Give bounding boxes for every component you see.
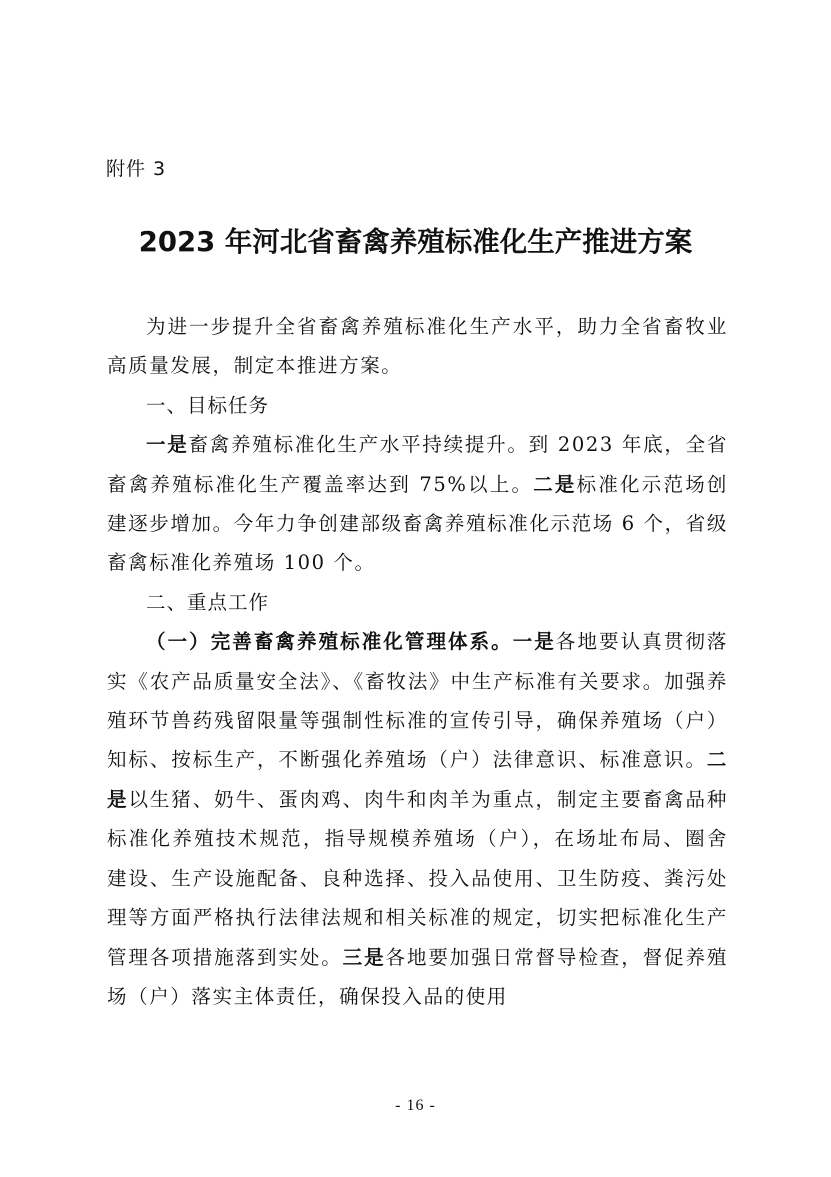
document-title: 2023 年河北省畜禽养殖标准化生产推进方案 — [138, 226, 693, 258]
intro-paragraph: 为进一步提升全省畜禽养殖标准化生产水平，助力全省畜牧业高质量发展，制定本推进方案。 — [107, 315, 728, 378]
goals-text-1: 畜禽养殖标准化生产水平持续提升。到 2023 年底，全省畜禽养殖标准化生产覆盖率达到 75%以上。 — [107, 433, 729, 496]
section-heading-goals: 一、目标任务 — [146, 393, 270, 417]
key-work-lead-2: 二是 — [107, 748, 728, 811]
key-work-lead-1: 一是 — [512, 630, 556, 654]
document-body — [107, 307, 728, 1016]
goals-lead-2: 二是 — [533, 472, 577, 496]
goals-lead-1: 一是 — [146, 433, 189, 457]
key-work-paragraph — [107, 622, 728, 1016]
key-work-subheading: （一）完善畜禽养殖标准化管理体系。 — [146, 630, 513, 654]
section-heading-key-work: 二、重点工作 — [146, 590, 270, 614]
key-work-text-1: 各地要认真贯彻落实《农产品质量安全法》、《畜牧法》中生产标准有关要求。加强养殖环节兽药残留限量等强制性标准的宣传引导，确保养殖场（户）知标、按标生产，不断强化养殖场（户）法律意识、标准意识。 — [107, 630, 728, 772]
key-work-text-3: 各地要加强日常督导检查，督促养殖场（户）落实主体责任，确保投入品的使用 — [107, 945, 728, 1008]
attachment-label: 附件 3 — [106, 158, 167, 180]
goals-paragraph — [107, 425, 728, 583]
key-work-lead-3: 三是 — [342, 945, 386, 969]
goals-text-2: 标准化示范场创建逐步增加。今年力争创建部级畜禽养殖标准化示范场 6 个，省级畜禽标准化养殖场 100 个。 — [107, 472, 728, 575]
key-work-text-2: 以生猪、奶牛、蛋肉鸡、肉牛和肉羊为重点，制定主要畜禽品种标准化养殖技术规范，指导规模养殖场（户），在场址布局、圈舍建设、生产设施配备、良种选择、投入品使用、卫生防疫、粪污处理等方面严格执行法律法规和相关标准的规定，切实把标准化生产管理各项措施落到实处。 — [107, 787, 728, 969]
page-number: - 16 - — [395, 1097, 436, 1114]
